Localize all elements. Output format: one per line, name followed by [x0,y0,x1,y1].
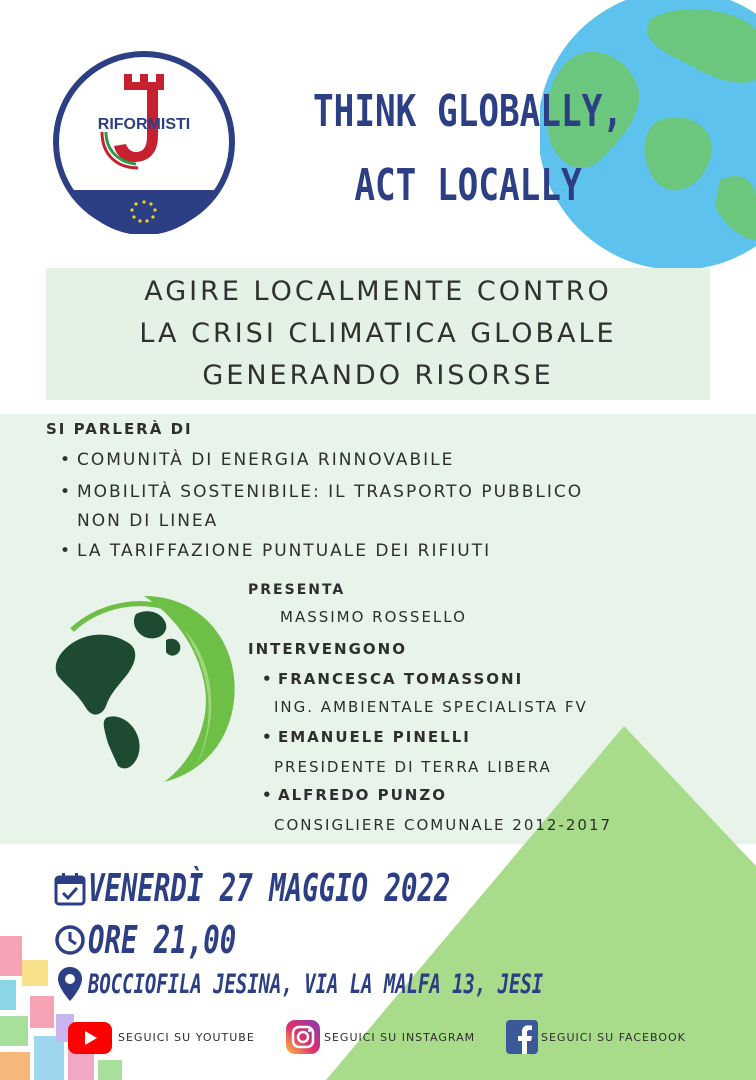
topic-item-continuation: NON DI LINEA [77,511,219,531]
speaker-role: CONSIGLIERE COMUNALE 2012-2017 [274,816,613,834]
subtitle-line-3: GENERANDO RISORSE [202,360,554,391]
globe-decoration [540,0,756,290]
bullet-icon: • [262,728,274,746]
youtube-icon[interactable] [68,1022,112,1054]
speaker-name: ALFREDO PUNZO [278,786,447,804]
subtitle-box [46,268,710,400]
headline-line-1: THINK GLOBALLY, [313,86,623,137]
bullet-icon: • [60,482,71,502]
bullet-icon: • [262,670,274,688]
instagram-icon[interactable] [286,1020,320,1054]
riformisti-logo [52,50,236,234]
youtube-link[interactable]: SEGUICI SU YOUTUBE [118,1031,255,1044]
logo-text: RIFORMISTI [97,116,191,133]
topics-heading: SI PARLERÀ DI [46,420,193,438]
bullet-icon: • [60,450,71,470]
topic-item: LA TARIFFAZIONE PUNTUALE DEI RIFIUTI [77,541,492,561]
earth-leaf-illustration [44,590,240,786]
speaker-role: PRESIDENTE DI TERRA LIBERA [274,758,552,776]
speaker-role: ING. AMBIENTALE SPECIALISTA FV [274,698,588,716]
bullet-icon: • [60,541,71,561]
speaker-name: FRANCESCA TOMASSONI [278,670,524,688]
calendar-check-icon [54,872,86,906]
headline-line-2: ACT LOCALLY [354,160,582,211]
subtitle-line-1: AGIRE LOCALMENTE CONTRO [144,276,612,307]
host-name: MASSIMO ROSSELLO [280,608,467,626]
speaker-name: EMANUELE PINELLI [278,728,471,746]
host-label: PRESENTA [248,582,346,598]
speakers-label: INTERVENGONO [248,640,407,658]
event-place: BOCCIOFILA JESINA, VIA LA MALFA 13, JESI [88,969,544,1000]
decorative-tiles [0,936,140,1080]
bullet-icon: • [262,786,274,804]
instagram-link[interactable]: SEGUICI SU INSTAGRAM [324,1031,476,1044]
subtitle-line-2: LA CRISI CLIMATICA GLOBALE [139,318,617,349]
topic-item: MOBILITÀ SOSTENIBILE: IL TRASPORTO PUBBLICO [77,482,584,502]
facebook-link[interactable]: SEGUICI SU FACEBOOK [541,1031,686,1044]
event-time: ORE 21,00 [88,918,237,962]
topic-item: COMUNITÀ DI ENERGIA RINNOVABILE [77,450,455,470]
facebook-icon[interactable] [506,1020,538,1054]
event-date: VENERDÌ 27 MAGGIO 2022 [88,866,451,910]
